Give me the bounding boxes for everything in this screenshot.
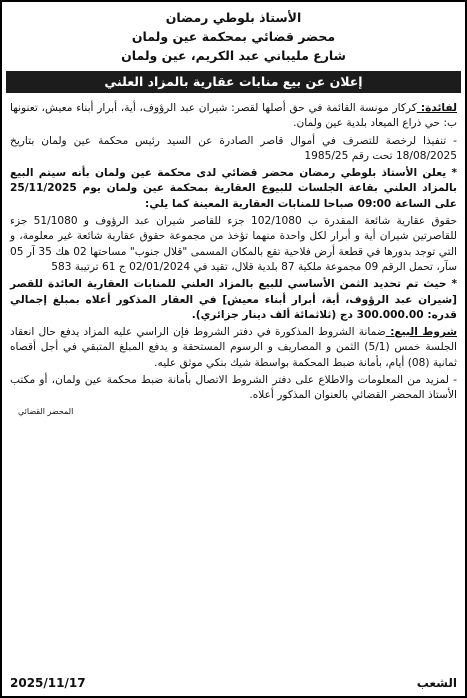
sale-conditions-paragraph: [10, 325, 457, 371]
beneficiary-paragraph: [10, 101, 457, 132]
announcement-body: [10, 101, 457, 418]
announcement-title: إعلان عن بيع منابات عقارية بالمزاد العلني: [6, 71, 461, 93]
signature: المحضر القضائي: [18, 406, 74, 416]
bailiff-name: الأستاذ بلوطي رمضان: [165, 10, 302, 25]
header: [10, 8, 457, 65]
footer: [10, 676, 457, 690]
sale-conditions-text: ضمانة الشروط المذكورة في دفتر الشروط فإن الراسي عليه المزاد يدفع حال انعقاد الجلسة خمس (5/1) الثمن و المصاريف و الرسوم المستحقة و يدفع المبلغ المتبقي في أجل أقصاه ثمانية (08) أيام، بأمانة ضبط المحكمة بواسطة شيك بنكي موثق عليه.: [10, 326, 457, 369]
bailiff-title: محضر قضائي بمحكمة عين ولمان: [131, 29, 336, 44]
contact-paragraph: - لمزيد من المعلومات والاطلاع على دفتر الشروط الاتصال بأمانة ضبط محكمة عين ولمان، أو مكتب الأستاذ المحضر القضائي بالعنوان المذكور أعلاه.: [10, 374, 457, 402]
bailiff-address: شارع مليباني عبد الكريم، عين ولمان: [121, 48, 346, 63]
base-price-paragraph: * حيث تم تحديد الثمن الأساسي للبيع بالمزاد العلني للمنابات العقارية العائدة للقصر [شيران عبد الرؤوف، أية، أبرار أبناء معيش] في العقار المذكور أعلاه بمبلغ إجمالي قدره: 300.000.00 دج (ثلاثمائة ألف دينار جزائري).: [10, 278, 457, 321]
publication-name: الشعب: [416, 676, 457, 690]
beneficiary-text: كركار مونسة القائمة في حق أصلها لقصر: شيران عبد الرؤوف، أية، أبرار أبناء معيش، تعنونها ب: حي ذراع الميعاد بلدية عين ولمان.: [10, 102, 457, 130]
sale-announcement-paragraph: * يعلن الأستاذ بلوطي رمضان محضر قضائي لدى محكمة عين ولمان بأنه سيتم البيع بالمزاد العلني بقاعة الجلسات للبيوع العقارية بمحكمة عين ولمان يوم 25/11/2025 على الساعة 09:00 صباحا للمنابات العقارية المعينة كما يلي:: [10, 167, 457, 210]
beneficiary-label: لفائدة:: [416, 102, 458, 114]
publication-date: 2025/11/17: [10, 676, 86, 690]
license-paragraph: - تنفيذا لرخصة للتصرف في أموال قاصر الصادرة عن السيد رئيس محكمة عين ولمان بتاريخ 18/08/2025 تحت رقم 1985/25: [10, 134, 457, 162]
sale-conditions-label: شروط البيع:: [385, 326, 457, 339]
property-description-paragraph: حقوق عقارية شائعة المقدرة ب 102/1080 جزء للقاصر شيران عبد الرؤوف و 51/1080 جزء للقاصرتين شيران أية و أبرار لكل واحدة منهما تؤخذ من مجموعة حقوق عقارية شائعة غير معلومة، و التي توجد بدورها في قطعة أرض فلاحية تقع بالمكان المسمى "قلال جنوب" مساحتها 02 هك 35 آر 05 سآر، تحمل الرقم 09 مجموعة ملكية 87 بلدية قلال، تقيد في 02/01/2024 ج 61 ترتيبة 583: [10, 215, 457, 273]
